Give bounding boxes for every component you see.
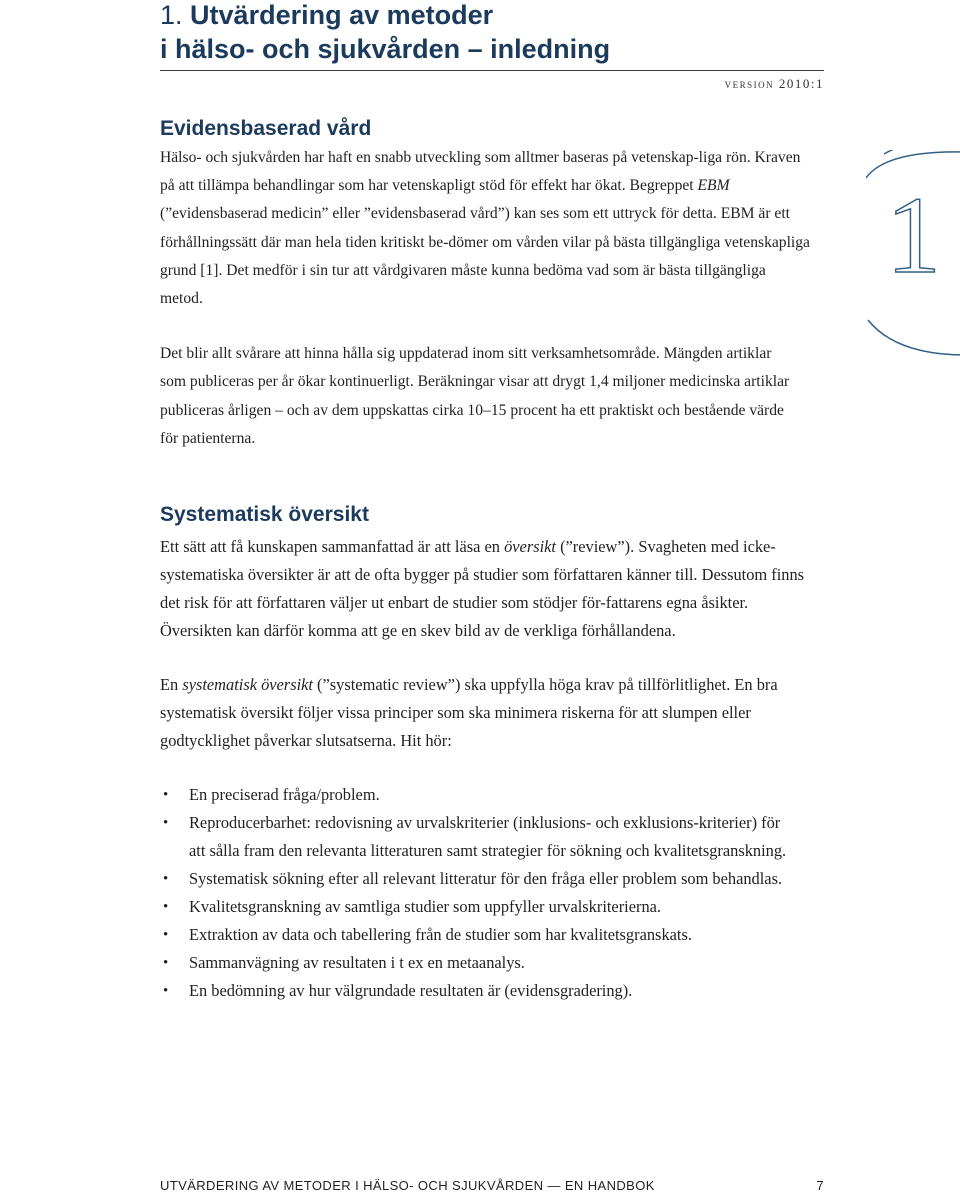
text-run-italic: systematisk översikt xyxy=(182,675,313,694)
text-run: (”evidensbaserad medicin” eller ”evidensbaserad vård”) kan ses som ett uttryck för detta. EBM är ett förhållningssätt där man hela tiden kritiskt be-dömer om vården vilar på bästa tillgängliga vetenskapliga grund [1]. Det medför i sin tur att vårdgivaren måste kunna bedöma vad som är bästa tillgängliga metod. xyxy=(160,205,810,308)
text-run-italic: översikt xyxy=(504,537,556,556)
paragraph xyxy=(160,533,820,645)
list-item: • Sammanvägning av resultaten i t ex en metaanalys. xyxy=(160,949,800,977)
list-item: • En bedömning av hur välgrundade resultaten är (evidensgradering). xyxy=(160,977,800,1005)
paragraph xyxy=(160,144,810,313)
bullet-icon: • xyxy=(163,787,169,803)
section-heading: Systematisk översikt xyxy=(160,503,369,526)
list-item: • En preciserad fråga/problem. xyxy=(160,781,800,809)
chapter-number: 1. xyxy=(160,0,183,30)
paragraph xyxy=(160,671,820,755)
title-line-1: Utvärdering av metoder xyxy=(190,0,494,30)
text-run: Hälso- och sjukvården har haft en snabb utveckling som alltmer baseras på vetenskap-liga rön. Kraven på att tillämpa behandlingar som har vetenskapligt stöd för effekt har ökat. Begreppet xyxy=(160,149,801,195)
page-number: 7 xyxy=(816,1178,824,1193)
text-run: (”review”). Svagheten med icke-systematiska översikter är att de ofta bygger på studier som författaren känner till. Dessutom finns det risk för att författaren väljer ut enbart de studier som stödjer för-fattarens egna åsikter. Översikten kan därför komma att ge en skev bild av de verkliga förhållandena. xyxy=(160,537,805,640)
text-run: (”systematic review”) ska uppfylla höga krav på tillförlitlighet. En bra systematisk översikt följer vissa principer som ska minimera riskerna för att slumpen eller godtycklighet påverkar slutsatserna. Hit hör: xyxy=(160,675,778,750)
bullet-icon: • xyxy=(163,927,169,943)
header-rule xyxy=(160,70,824,71)
bullet-icon: • xyxy=(163,871,169,887)
chapter-badge-number: 1 xyxy=(886,174,941,296)
list-item: • Systematisk sökning efter all relevant litteratur för den fråga eller problem som behandlas. xyxy=(160,865,800,893)
title-line-2: i hälso- och sjukvården – inledning xyxy=(160,34,611,64)
list-item: • Extraktion av data och tabellering från de studier som har kvalitetsgranskats. xyxy=(160,921,800,949)
page-footer xyxy=(160,1178,824,1193)
bullet-icon: • xyxy=(163,955,169,971)
paragraph: Det blir allt svårare att hinna hålla sig uppdaterad inom sitt verksamhetsområde. Mängden artiklar som publiceras per år ökar kontinuerligt. Beräkningar visar att drygt 1,4 miljoner medicinska artiklar publiceras årligen – och av dem uppskattas cirka 10–15 procent ha ett praktiskt och bestående värde för patienterna. xyxy=(160,345,790,447)
section-evidensbaserad-vard xyxy=(160,116,830,453)
text-run: En xyxy=(160,675,183,694)
version-label: version 2010:1 xyxy=(724,76,824,91)
bullet-icon: • xyxy=(163,899,169,915)
section-systematisk-oversikt xyxy=(160,502,830,1005)
chapter-title xyxy=(160,0,860,66)
list-item: • Kvalitetsgranskning av samtliga studier som uppfyller urvalskriterierna. xyxy=(160,893,800,921)
bullet-icon: • xyxy=(163,815,169,831)
list-item: • Reproducerbarhet: redovisning av urvalskriterier (inklusions- och exklusions-kriterier) för att sålla fram den relevanta litteraturen samt strategier för sökning och kvalitetsgranskning. xyxy=(160,809,800,865)
footer-title: UTVÄRDERING AV METODER I HÄLSO- OCH SJUKVÅRDEN — EN HANDBOK xyxy=(160,1178,655,1193)
section-heading: Evidensbaserad vård xyxy=(160,117,372,140)
text-run: Ett sätt att få kunskapen sammanfattad är att läsa en xyxy=(160,537,505,556)
chapter-badge xyxy=(866,150,960,360)
bullet-icon: • xyxy=(163,983,169,999)
criteria-list xyxy=(160,781,800,1005)
text-run-italic: EBM xyxy=(697,177,730,195)
